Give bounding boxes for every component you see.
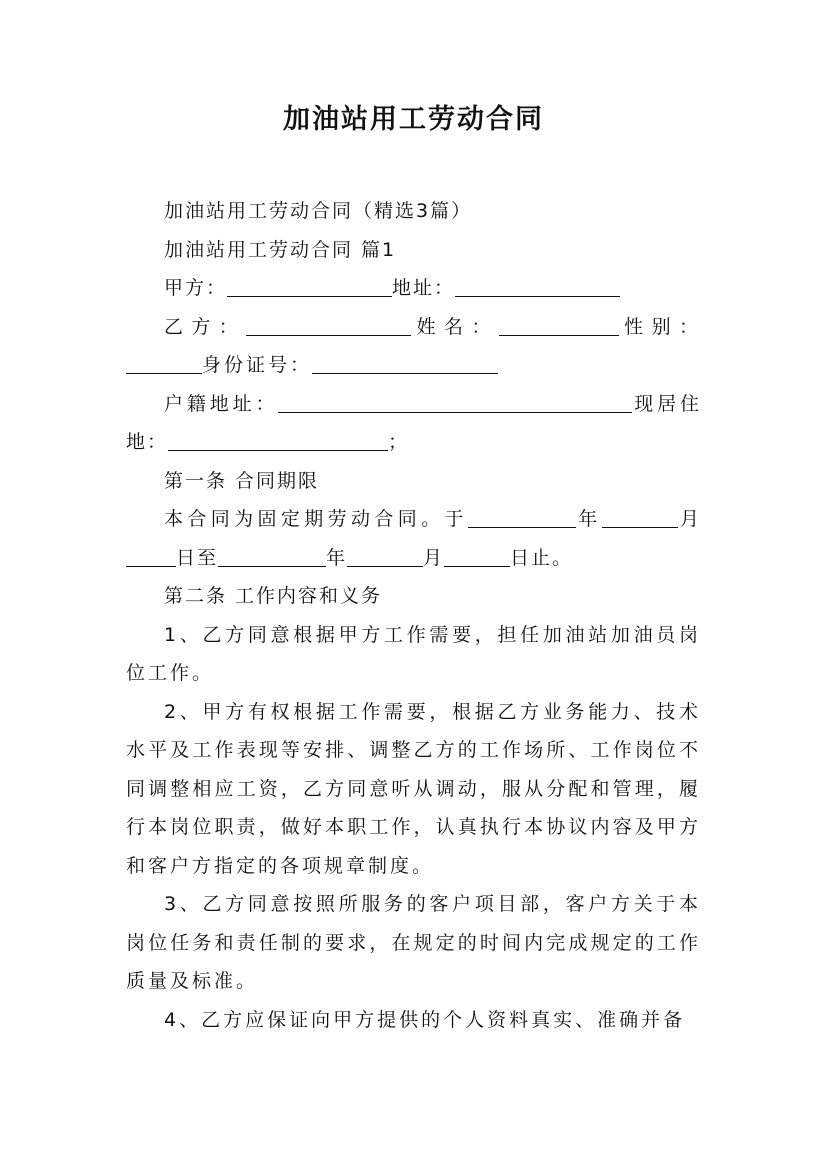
article2-item-3: 3、乙方同意按照所服务的客户项目部，客户方关于本岗位任务和责任制的要求，在规定的时间内完成规定的工作质量及标准。 bbox=[126, 893, 701, 992]
gender-label: 性别： bbox=[618, 315, 701, 338]
party-a-label: 甲方： bbox=[164, 277, 228, 299]
end-mark: ； bbox=[388, 431, 410, 453]
household-label: 户籍地址： bbox=[164, 392, 279, 415]
address-blank bbox=[455, 274, 620, 297]
document-body bbox=[126, 192, 701, 1039]
month-label: 月 bbox=[677, 508, 701, 530]
article2-item-4: 4、乙方应保证向甲方提供的个人资料真实、准确并备 bbox=[164, 1008, 686, 1031]
residence-label: 现居住地： bbox=[126, 392, 701, 453]
part-heading: 加油站用工劳动合同 篇1 bbox=[164, 238, 397, 261]
address-label: 地址： bbox=[392, 277, 456, 299]
article1-heading: 第一条 合同期限 bbox=[164, 469, 320, 492]
month-label-2: 月 bbox=[423, 546, 445, 569]
subtitle: 加油站用工劳动合同（精选3篇） bbox=[164, 200, 473, 222]
party-b-blank bbox=[246, 313, 411, 336]
article1-prefix: 本合同为固定期劳动合同。于 bbox=[164, 508, 468, 530]
end-month-blank bbox=[347, 544, 423, 567]
party-a-line bbox=[126, 269, 701, 308]
article2-item-2: 2、甲方有权根据工作需要，根据乙方业务能力、技术水平及工作表现等安排、调整乙方的工作场所、工作岗位不同调整相应工资，乙方同意听从调动，服从分配和管理，履行本岗位职责，做好本职工作，认真执行本协议内容及甲方和客户方指定的各项规章制度。 bbox=[126, 700, 701, 877]
name-label: 姓名： bbox=[411, 315, 499, 338]
household-line bbox=[126, 385, 701, 462]
document-title: 加油站用工劳动合同 bbox=[283, 104, 544, 135]
start-day-blank bbox=[126, 544, 176, 567]
party-b-line bbox=[126, 308, 701, 385]
id-label: 身份证号： bbox=[202, 354, 313, 376]
household-blank bbox=[278, 390, 632, 413]
year-label-2: 年 bbox=[326, 546, 348, 569]
start-month-blank bbox=[602, 505, 678, 528]
party-a-blank bbox=[227, 274, 392, 297]
party-b-label: 乙方： bbox=[164, 315, 247, 338]
end-year-blank bbox=[218, 544, 326, 567]
year-label: 年 bbox=[575, 508, 602, 530]
id-blank bbox=[312, 351, 498, 374]
name-blank bbox=[499, 313, 619, 336]
gender-blank bbox=[126, 351, 202, 374]
end-day-blank bbox=[444, 544, 510, 567]
article2-heading: 第二条 工作内容和义务 bbox=[164, 585, 383, 607]
article2-item-1: 1、乙方同意根据甲方工作需要，担任加油站加油员岗位工作。 bbox=[126, 623, 701, 684]
day-end-label: 日止。 bbox=[510, 546, 574, 569]
article1-text bbox=[126, 500, 701, 577]
day-to-label: 日至 bbox=[176, 546, 219, 569]
start-year-blank bbox=[468, 505, 576, 528]
residence-blank bbox=[168, 428, 388, 451]
